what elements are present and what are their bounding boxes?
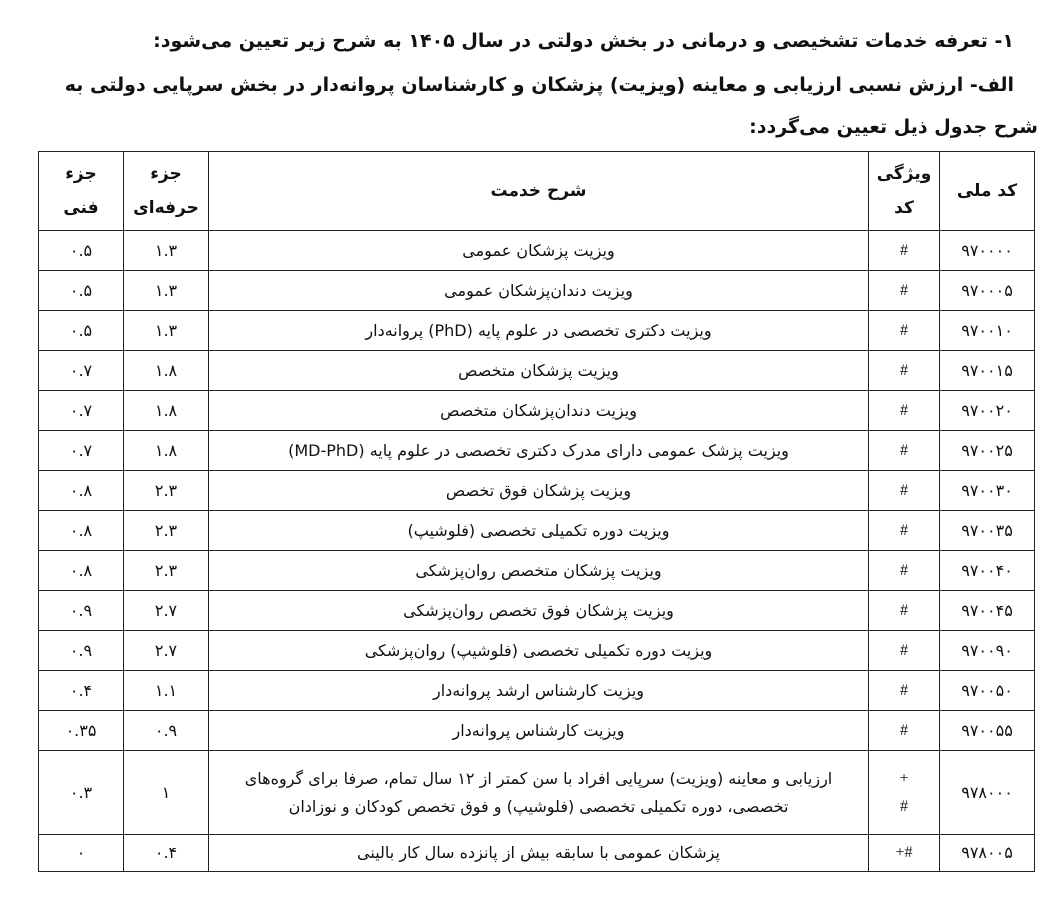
cell-code: ۹۷۰۰۰۰ (940, 231, 1035, 271)
cell-professional: ۱.۱ (124, 671, 209, 711)
cell-feature (869, 751, 940, 835)
cell-code: ۹۷۰۰۱۵ (940, 351, 1035, 391)
table-row (39, 631, 1035, 671)
cell-professional: ۱.۸ (124, 431, 209, 471)
cell-feature: # (869, 311, 940, 351)
table-row (39, 671, 1035, 711)
cell-code: ۹۷۰۰۹۰ (940, 631, 1035, 671)
header-technical-line-1: جزء (65, 164, 97, 184)
cell-technical: ۰.۸ (39, 511, 124, 551)
table-row (39, 311, 1035, 351)
heading-line-3: شرح جدول ذیل تعیین می‌گردد: (749, 116, 1038, 138)
cell-code: ۹۷۰۰۵۵ (940, 711, 1035, 751)
table-row (39, 551, 1035, 591)
cell-professional: ۰.۴ (124, 835, 209, 872)
table-row (39, 711, 1035, 751)
cell-professional: ۰.۹ (124, 711, 209, 751)
cell-description: ارزیابی و معاینه (ویزیت) سرپایی افراد با سن کمتر از ۱۲ سال تمام، صرفا برای گروه‌های تخصصی، دوره تکمیلی تخصصی (فلوشیپ) و فوق تخصص کودکان و نوزادان (209, 751, 869, 835)
cell-feature: # (869, 471, 940, 511)
header-professional-line-1: جزء (150, 164, 182, 184)
cell-code: ۹۷۰۰۲۰ (940, 391, 1035, 431)
table-row (39, 271, 1035, 311)
cell-description: ویزیت دکتری تخصصی در علوم پایه (PhD) پروانه‌دار (209, 311, 869, 351)
cell-feature: # (869, 671, 940, 711)
table-row (39, 751, 1035, 835)
table-row (39, 351, 1035, 391)
header-code: کد ملی (940, 152, 1035, 231)
cell-feature: # (869, 711, 940, 751)
cell-description: ویزیت کارشناس ارشد پروانه‌دار (209, 671, 869, 711)
table-row (39, 431, 1035, 471)
header-feature-code (869, 152, 940, 231)
tariff-table (38, 151, 1035, 872)
cell-technical: ۰.۳۵ (39, 711, 124, 751)
cell-code: ۹۷۰۰۴۰ (940, 551, 1035, 591)
cell-code: ۹۷۰۰۵۰ (940, 671, 1035, 711)
cell-technical: ۰.۹ (39, 591, 124, 631)
cell-technical: ۰.۷ (39, 391, 124, 431)
feature-hash-mark: # (900, 797, 908, 815)
cell-feature: # (869, 551, 940, 591)
cell-description: ویزیت دندان‌پزشکان عمومی (209, 271, 869, 311)
cell-feature: # (869, 391, 940, 431)
header-feature-line-1: ویژگی (876, 164, 932, 184)
header-description: شرح خدمت (209, 152, 869, 231)
cell-technical: ۰.۴ (39, 671, 124, 711)
cell-professional: ۱.۳ (124, 311, 209, 351)
cell-feature: #+ (869, 835, 940, 872)
cell-technical: ۰.۸ (39, 551, 124, 591)
cell-technical: ۰.۷ (39, 351, 124, 391)
feature-plus-mark: + (899, 769, 909, 787)
cell-professional: ۱.۸ (124, 351, 209, 391)
header-professional (124, 152, 209, 231)
cell-technical: ۰.۵ (39, 231, 124, 271)
cell-professional: ۱ (124, 751, 209, 835)
cell-code: ۹۷۰۰۰۵ (940, 271, 1035, 311)
header-feature-line-2: کد (894, 198, 914, 218)
cell-professional: ۲.۳ (124, 551, 209, 591)
cell-description: ویزیت دوره تکمیلی تخصصی (فلوشیپ) (209, 511, 869, 551)
cell-technical: ۰.۸ (39, 471, 124, 511)
cell-code: ۹۷۰۰۱۰ (940, 311, 1035, 351)
cell-description: ویزیت دندان‌پزشکان متخصص (209, 391, 869, 431)
cell-feature: # (869, 231, 940, 271)
cell-description: ویزیت پزشکان فوق تخصص (209, 471, 869, 511)
cell-feature: # (869, 591, 940, 631)
cell-professional: ۱.۸ (124, 391, 209, 431)
cell-description: پزشکان عمومی با سابقه بیش از پانزده سال کار بالینی (209, 835, 869, 872)
cell-technical: ۰ (39, 835, 124, 872)
cell-professional: ۱.۳ (124, 231, 209, 271)
cell-technical: ۰.۵ (39, 311, 124, 351)
cell-description: ویزیت پزشکان فوق تخصص روان‌پزشکی (209, 591, 869, 631)
header-technical-line-2: فنی (63, 198, 99, 218)
table-row (39, 471, 1035, 511)
cell-professional: ۲.۷ (124, 631, 209, 671)
cell-professional: ۱.۳ (124, 271, 209, 311)
cell-code: ۹۷۰۰۳۵ (940, 511, 1035, 551)
cell-description: ویزیت دوره تکمیلی تخصصی (فلوشیپ) روان‌پزشکی (209, 631, 869, 671)
table-row (39, 591, 1035, 631)
header-technical (39, 152, 124, 231)
cell-description: ویزیت پزشک عمومی دارای مدرک دکتری تخصصی در علوم پایه (MD-PhD) (209, 431, 869, 471)
cell-feature: # (869, 631, 940, 671)
header-professional-line-2: حرفه‌ای (133, 198, 199, 218)
cell-description: ویزیت پزشکان متخصص (209, 351, 869, 391)
table-row (39, 835, 1035, 872)
cell-code: ۹۷۸۰۰۵ (940, 835, 1035, 872)
table-row (39, 231, 1035, 271)
cell-professional: ۲.۷ (124, 591, 209, 631)
cell-feature: # (869, 511, 940, 551)
cell-feature: # (869, 431, 940, 471)
heading-line-2: الف- ارزش نسبی ارزیابی و معاینه (ویزیت) پزشکان و کارشناسان پروانه‌دار در بخش سرپایی دولتی به (64, 74, 1014, 96)
cell-technical: ۰.۹ (39, 631, 124, 671)
cell-professional: ۲.۳ (124, 511, 209, 551)
cell-description: ویزیت پزشکان عمومی (209, 231, 869, 271)
cell-technical: ۰.۷ (39, 431, 124, 471)
cell-code: ۹۷۸۰۰۰ (940, 751, 1035, 835)
cell-code: ۹۷۰۰۳۰ (940, 471, 1035, 511)
cell-code: ۹۷۰۰۲۵ (940, 431, 1035, 471)
cell-feature: # (869, 271, 940, 311)
cell-description: ویزیت کارشناس پروانه‌دار (209, 711, 869, 751)
cell-professional: ۲.۳ (124, 471, 209, 511)
cell-technical: ۰.۳ (39, 751, 124, 835)
cell-technical: ۰.۵ (39, 271, 124, 311)
table-header-row (39, 152, 1035, 231)
cell-feature: # (869, 351, 940, 391)
cell-code: ۹۷۰۰۴۵ (940, 591, 1035, 631)
table-row (39, 511, 1035, 551)
heading-line-1: ۱- تعرفه خدمات تشخیصی و درمانی در بخش دولتی در سال ۱۴۰۵ به شرح زیر تعیین می‌شود: (153, 30, 1014, 52)
cell-description: ویزیت پزشکان متخصص روان‌پزشکی (209, 551, 869, 591)
table-row (39, 391, 1035, 431)
